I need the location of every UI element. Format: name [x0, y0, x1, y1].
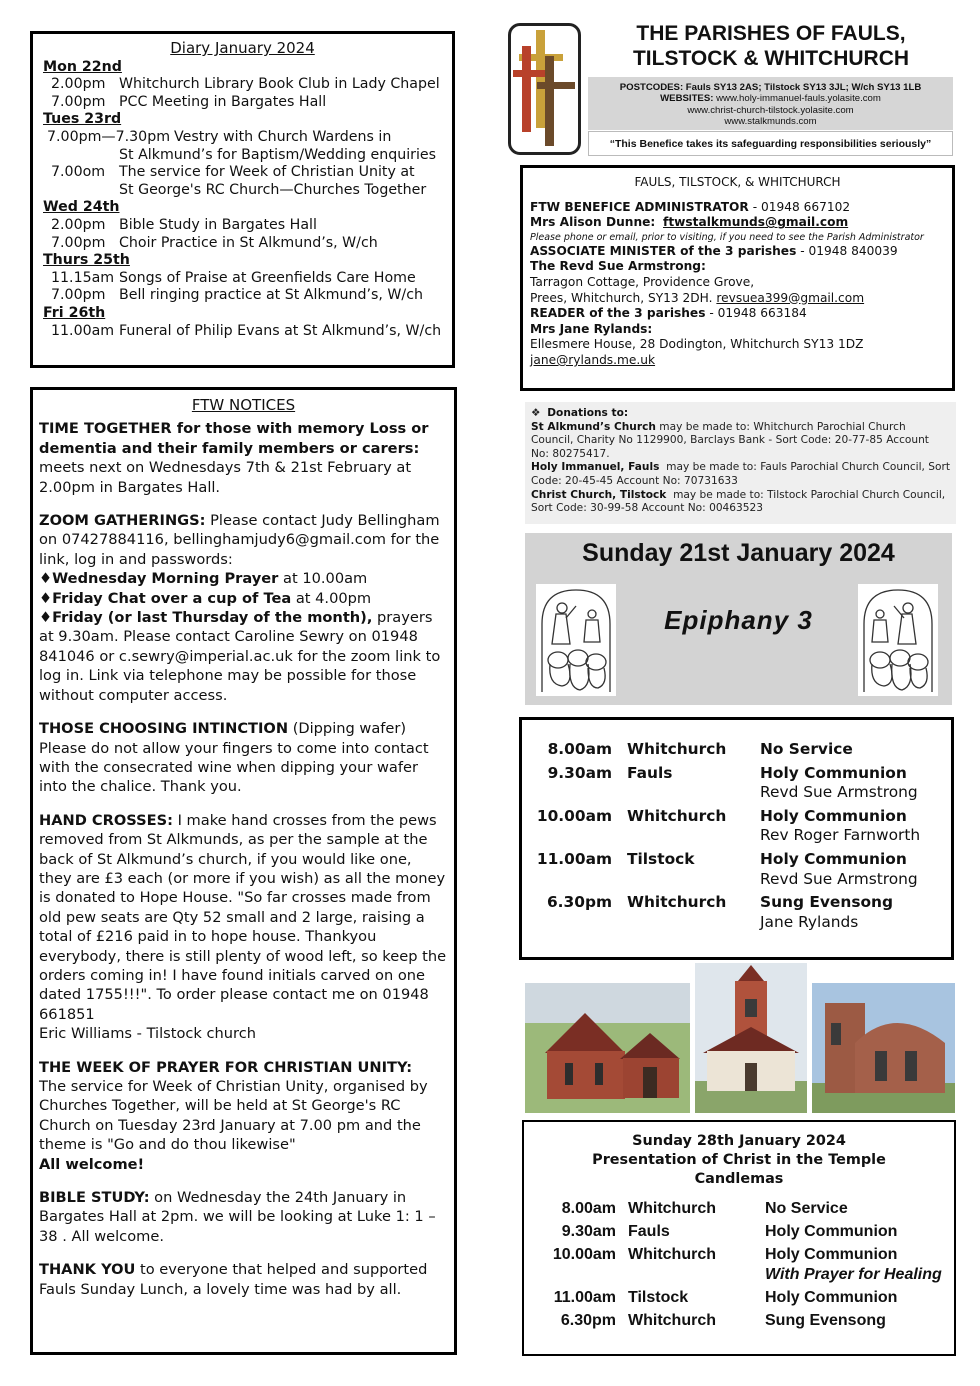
notice-head-rest: (Dipping wafer)	[292, 720, 407, 738]
services-28-box	[522, 1120, 956, 1356]
reader-label: READER of the 3 parishes	[530, 306, 706, 321]
service-row	[528, 807, 945, 846]
service-officiant: Revd Sue Armstrong	[760, 869, 918, 888]
postcodes-text: POSTCODES: Fauls SY13 2AS; Tilstock SY13 3JL; W/ch SY13 1LB	[619, 82, 922, 93]
services-28-feast: Presentation of Christ in the Temple	[592, 1152, 886, 1168]
diary-box	[30, 31, 455, 368]
service-time: 8.00am	[547, 740, 612, 758]
water-into-wine-icon	[858, 584, 938, 696]
service-row	[530, 1245, 948, 1285]
donation-church: Christ Church, Tilstock	[531, 488, 667, 501]
notice-body: Please contact Judy Bellingham on 07427884116, bellinghamjudy6@gmail.com for the link, log in and passwords:	[39, 512, 440, 568]
page-title	[586, 21, 956, 71]
notices-box	[30, 387, 457, 1355]
service-row	[528, 893, 945, 932]
notice-body: I make hand crosses from the pews removed from St Alkmunds, as per the sample at the back of St Alkmund’s church, if you would like one, they are £3 each (or more if you wish) as all the money is donated to Hope House. "So far crosses made from old pew seats are Qty 52 small and 2 large, raising a total of £216 paid in to hope house. Thankyou everybody, there is still plenty of wood left, so keep the orders coming in! I have found initials carved on one dated 1755!!!". To order please contact me on 01948 661851	[39, 811, 447, 1023]
assoc-phone: - 01948 840039	[800, 243, 898, 258]
event-time: 11.15am	[51, 269, 115, 286]
title-line-1: THE PARISHES OF FAULS,	[636, 22, 906, 45]
service-detail	[760, 893, 893, 932]
assoc-name: The Revd Sue Armstrong:	[530, 259, 706, 274]
zoom-item-chat: Friday Chat over a cup of Tea	[52, 589, 292, 607]
zoom-item-desc: prayers at 9.30am. Please contact Caroline Sewry on 01948 841046 or c.sewry@imperial.ac.uk for the zoom link to log in. Link via telephone may be possible for those without computer access.	[39, 609, 441, 704]
admin-label: FTW BENEFICE ADMINISTRATOR	[530, 199, 749, 214]
diary-day-heading: Fri 26th	[43, 304, 106, 321]
safeguarding-motto: “This Benefice takes its safeguarding responsibilities seriously”	[588, 131, 953, 156]
notice-head: TIME TOGETHER for those with memory Loss or dementia and their family members or carers:	[39, 420, 429, 457]
diary-event	[43, 76, 442, 94]
diary-day-heading: Tues 23rd	[43, 111, 122, 128]
services-28-date: Sunday 28th January 2024	[632, 1133, 846, 1149]
service-detail	[765, 1245, 942, 1285]
tilstock-church-photo	[695, 963, 807, 1113]
service-type: Holy Communion	[765, 1289, 898, 1306]
donation-details: may be made to: Tilstock Parochial Church Council, Sort Code: 30-99-58 Account No: 00463523	[531, 488, 946, 515]
event-desc-continued: St Alkmund’s for Baptism/Wedding enquiries	[119, 146, 437, 163]
diary-event	[43, 129, 442, 147]
service-place: Fauls	[627, 763, 673, 782]
service-row	[528, 764, 945, 803]
service-detail	[765, 1311, 886, 1331]
diary-days	[43, 59, 442, 341]
event-time: 2.00pm	[51, 76, 106, 93]
reader-name: Mrs Jane Rylands:	[530, 321, 653, 336]
diary-event	[43, 235, 442, 253]
service-time: 10.00am	[536, 806, 612, 825]
assoc-address: Prees, Whitchurch, SY13 2DH.	[530, 290, 713, 305]
notice-welcome: All welcome!	[39, 1155, 145, 1173]
event-time: 7.00om	[51, 164, 106, 181]
donations-panel	[525, 402, 956, 524]
service-time: 6.30pm	[546, 893, 612, 912]
crosses-logo-icon	[508, 23, 581, 155]
banner-date: Sunday 21st January 2024	[582, 539, 895, 567]
service-row	[530, 1288, 948, 1308]
diary-event	[43, 287, 442, 305]
diary-event-continued	[43, 182, 442, 200]
service-type: No Service	[760, 740, 853, 758]
event-desc: Funeral of Philip Evans at St Alkmund’s, W/ch	[119, 322, 442, 339]
service-detail	[760, 764, 918, 803]
event-time: 7.00pm	[51, 234, 106, 251]
notices-title: FTW NOTICES	[191, 396, 296, 414]
service-place: Whitchurch	[627, 806, 727, 825]
service-detail	[760, 807, 920, 846]
services-28-list	[530, 1199, 948, 1331]
event-desc: PCC Meeting in Bargates Hall	[119, 93, 327, 110]
service-type: Holy Communion	[760, 849, 907, 868]
zoom-item-time: at 10.00am	[283, 570, 368, 588]
event-desc: The service for Week of Christian Unity at	[119, 164, 415, 181]
diamond-bullet-icon: ❖	[531, 407, 541, 419]
website-link[interactable]: www.stalkmunds.com	[724, 116, 817, 128]
diary-day-heading: Wed 24th	[43, 199, 120, 216]
service-extra: With Prayer for Healing	[765, 1266, 942, 1283]
service-place: Whitchurch	[628, 1246, 716, 1263]
services-28-header	[530, 1132, 948, 1189]
website-link[interactable]: www.christ-church-tilstock.yolasite.com	[687, 104, 854, 116]
service-officiant: Rev Roger Farnworth	[760, 826, 921, 845]
service-type: Holy Communion	[765, 1223, 898, 1240]
diary-event	[43, 217, 442, 235]
notice-head: HAND CROSSES:	[39, 811, 173, 829]
services-21-box	[519, 717, 954, 960]
admin-phone: - 01948 667102	[752, 199, 851, 214]
sunday-banner	[525, 533, 952, 705]
service-time: 11.00am	[553, 1289, 616, 1306]
banner-theme: Epiphany 3	[664, 605, 813, 635]
diary-event	[43, 164, 442, 182]
diamond-bullet-icon: ♦	[39, 570, 53, 588]
service-time: 11.00am	[536, 849, 612, 868]
notice-thank-you	[39, 1260, 448, 1299]
water-into-wine-icon	[536, 584, 616, 696]
postcodes-panel	[588, 77, 953, 130]
reader-address: Ellesmere House, 28 Dodington, Whitchurch SY13 1DZ	[530, 337, 864, 352]
service-row	[528, 740, 945, 760]
event-desc: Songs of Praise at Greenfields Care Home	[119, 269, 416, 286]
admin-email-link[interactable]: ftwstalkmunds@gmail.com	[663, 215, 849, 230]
event-time: 7.00pm	[51, 93, 106, 110]
diary-event	[43, 323, 442, 341]
notice-body: Please do not allow your fingers to come into contact with the consecrated wine when dipping your wafer into the chalice. Thank you.	[39, 739, 429, 796]
service-type: Holy Communion	[760, 806, 907, 825]
event-desc: Bell ringing practice at St Alkmund’s, W/ch	[119, 287, 423, 304]
notice-intinction	[39, 719, 448, 797]
diary-event	[43, 94, 442, 112]
donations-title: Donations to:	[547, 407, 629, 419]
donation-church: Holy Immanuel, Fauls	[531, 461, 660, 474]
event-time: 7.00pm	[51, 287, 106, 304]
diamond-bullet-icon: ♦	[39, 609, 53, 627]
service-row	[530, 1222, 948, 1242]
websites-label: WEBSITES:	[660, 93, 714, 105]
notice-signature: Eric Williams - Tilstock church	[39, 1025, 256, 1043]
reader-email-link[interactable]: jane@rylands.me.uk	[530, 352, 656, 367]
whitchurch-church-photo	[812, 983, 955, 1113]
diary-title: Diary January 2024	[170, 39, 315, 57]
notice-hand-crosses	[39, 811, 448, 1044]
service-place: Whitchurch	[628, 1312, 716, 1329]
service-officiant: Jane Rylands	[760, 912, 859, 931]
admin-note: Please phone or email, prior to visiting, if you need to see the Parish Administrator	[530, 231, 924, 243]
event-indent	[43, 182, 119, 200]
notice-head: THANK YOU	[39, 1261, 136, 1279]
service-place: Fauls	[628, 1223, 670, 1240]
service-detail	[760, 850, 918, 889]
service-detail	[765, 1222, 897, 1242]
service-time: 10.00am	[552, 1246, 616, 1263]
service-detail	[765, 1288, 897, 1308]
event-desc: Bible Study in Bargates Hall	[119, 216, 317, 233]
services-28-candlemas: Candlemas	[694, 1171, 784, 1187]
notice-time-together	[39, 419, 448, 497]
service-detail	[765, 1199, 848, 1219]
service-type: Sung Evensong	[765, 1312, 886, 1329]
event-desc: Whitchurch Library Book Club in Lady Chapel	[119, 76, 440, 93]
service-time: 8.00am	[561, 1200, 616, 1217]
event-desc-continued: St George's RC Church—Churches Together	[119, 181, 427, 198]
service-time: 6.30pm	[560, 1312, 616, 1329]
service-officiant: Revd Sue Armstrong	[760, 783, 918, 802]
church-photos	[525, 963, 955, 1113]
contacts-box	[520, 165, 955, 391]
service-place: Tilstock	[627, 849, 695, 868]
event-desc: Vestry with Church Wardens in	[174, 128, 392, 145]
zoom-item-prayer: Wednesday Morning Prayer	[52, 570, 279, 588]
service-time: 9.30am	[547, 763, 612, 782]
zoom-item-friday: Friday (or last Thursday of the month),	[52, 609, 373, 627]
website-link[interactable]: www.holy-immanuel-fauls.yolasite.com	[716, 93, 881, 105]
event-indent	[43, 147, 119, 165]
donation-details: may be made to: Fauls Parochial Church Council, Sort Code: 20-45-45 Account No: 70731633	[531, 461, 950, 487]
service-row	[530, 1311, 948, 1331]
notice-head: THE WEEK OF PRAYER FOR CHRISTIAN UNITY:	[39, 1058, 413, 1076]
service-type: Holy Communion	[760, 763, 907, 782]
diary-day-heading: Thurs 25th	[43, 252, 130, 269]
zoom-item-time: at 4.00pm	[295, 589, 372, 607]
contacts-title: FAULS, TILSTOCK, & WHITCHURCH	[634, 175, 841, 189]
service-type: Holy Communion	[765, 1246, 898, 1263]
service-place: Whitchurch	[627, 893, 727, 912]
service-place: Whitchurch	[627, 740, 727, 758]
service-row	[528, 850, 945, 889]
service-type: No Service	[765, 1200, 848, 1217]
diamond-bullet-icon: ♦	[39, 589, 53, 607]
assoc-label: ASSOCIATE MINISTER of the 3 parishes	[530, 243, 797, 258]
fauls-church-photo	[525, 983, 690, 1113]
notice-head: BIBLE STUDY:	[39, 1189, 150, 1207]
donation-details: may be made to: Whitchurch Parochial Church Council, Charity No 1129900, Barclays Bank - Sort Code: 20-77-85 Account No: 80275417.	[531, 420, 929, 460]
diary-day-heading: Mon 22nd	[43, 58, 122, 75]
event-time: 7.00pm—7.30pm	[47, 128, 171, 145]
diary-event-continued	[43, 147, 442, 165]
notice-christian-unity	[39, 1058, 448, 1174]
service-place: Tilstock	[628, 1289, 689, 1306]
notice-head: THOSE CHOOSING INTINCTION	[39, 720, 289, 738]
service-detail	[760, 740, 853, 760]
notice-body: to everyone that helped and supported Fauls Sunday Lunch, a lovely time was had by all.	[39, 1261, 428, 1298]
notice-head: ZOOM GATHERINGS:	[39, 512, 206, 530]
notice-body: The service for Week of Christian Unity, organised by Churches Together, will be held at St George's RC Church on Tuesday 23rd January at 7.00 pm and the theme is "Go and do thou likewise"	[39, 1078, 428, 1154]
notice-zoom	[39, 511, 448, 705]
reader-phone: - 01948 663184	[709, 306, 807, 321]
service-time: 9.30am	[561, 1223, 616, 1240]
admin-name: Mrs Alison Dunne:	[530, 215, 656, 230]
assoc-address: Tarragon Cottage, Providence Grove,	[530, 274, 755, 289]
notice-body: on Wednesday the 24th January in Bargates Hall at 2pm. we will be looking at Luke 1: 1 – 38 . All welcome.	[39, 1189, 436, 1245]
assoc-email-link[interactable]: revsuea399@gmail.com	[716, 290, 865, 305]
service-place: Whitchurch	[628, 1200, 716, 1217]
event-desc: Choir Practice in St Alkmund’s, W/ch	[119, 234, 378, 251]
services-21-list	[528, 740, 945, 932]
service-row	[530, 1199, 948, 1219]
notice-body: meets next on Wednesdays 7th & 21st February at 2.00pm in Bargates Hall.	[39, 459, 412, 496]
event-time: 2.00pm	[51, 216, 106, 233]
event-time: 11.00am	[51, 322, 115, 339]
diary-event	[43, 270, 442, 288]
notice-bible-study	[39, 1188, 448, 1246]
donation-church: St Alkmund’s Church	[531, 420, 656, 433]
title-line-2: TILSTOCK & WHITCHURCH	[632, 47, 910, 70]
service-type: Sung Evensong	[760, 893, 894, 912]
